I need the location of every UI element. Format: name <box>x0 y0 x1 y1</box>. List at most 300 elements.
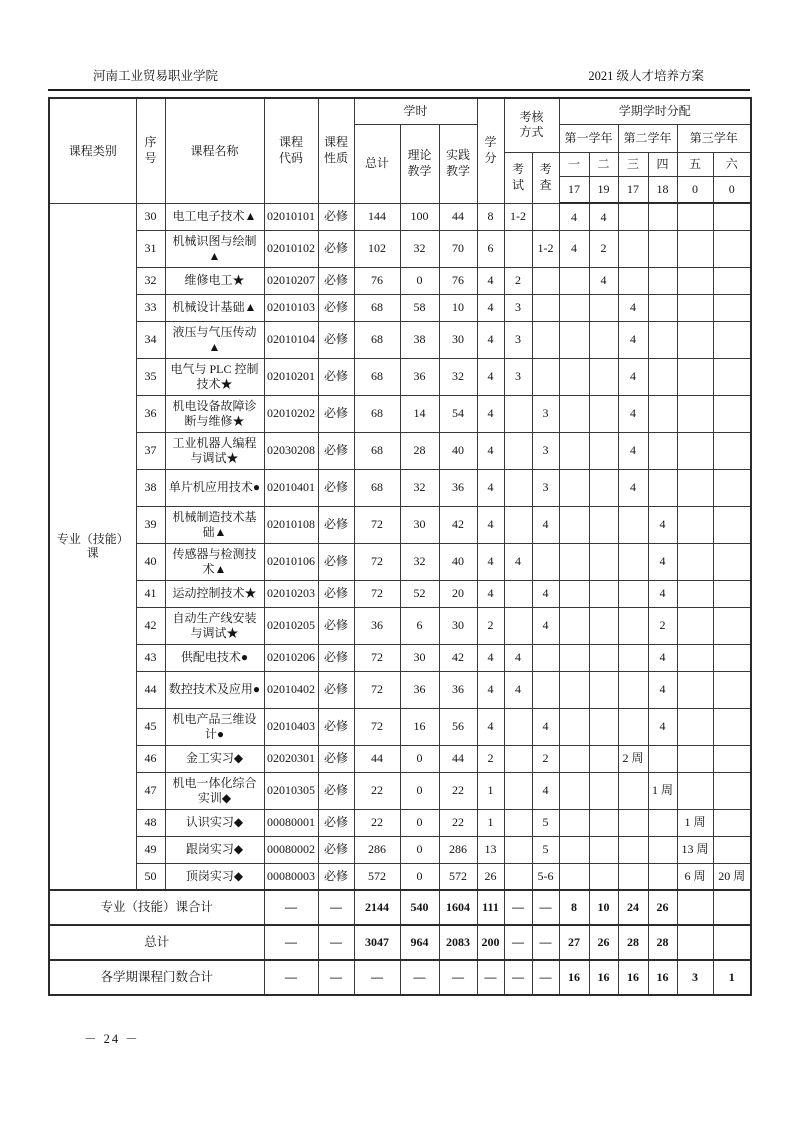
check-semester: 3 <box>532 395 559 432</box>
col-header-practice-label: 实践教学 <box>445 147 470 178</box>
sem-hours-2 <box>589 580 618 607</box>
check-semester: 3 <box>532 469 559 506</box>
summary-sem-6 <box>713 890 751 925</box>
row-no: 34 <box>136 321 165 358</box>
row-no: 36 <box>136 395 165 432</box>
summary-code: — <box>264 890 318 925</box>
course-code: 02010402 <box>264 671 318 708</box>
sem-hours-4: 1 周 <box>648 772 677 809</box>
course-code: 02010106 <box>264 543 318 580</box>
course-code: 02010205 <box>264 607 318 644</box>
sem-hours-2 <box>589 294 618 321</box>
sem-hours-5 <box>677 203 713 230</box>
sem-hours-5: 13 周 <box>677 836 713 863</box>
sem-hours-4: 4 <box>648 543 677 580</box>
sem-hours-6 <box>713 230 751 267</box>
course-nature: 必修 <box>318 671 354 708</box>
sem-hours-4 <box>648 863 677 890</box>
sem-hours-1 <box>559 469 589 506</box>
col-header-sem-4: 四 <box>648 152 677 176</box>
credit: 1 <box>477 772 504 809</box>
check-semester <box>532 294 559 321</box>
exam-semester <box>504 772 532 809</box>
col-header-sem-2: 二 <box>589 152 618 176</box>
sem-hours-2 <box>589 432 618 469</box>
category-cell: 专业（技能）课 <box>49 203 136 890</box>
check-semester: 5 <box>532 809 559 836</box>
exam-semester <box>504 469 532 506</box>
summary-row <box>49 925 751 960</box>
sem-hours-3 <box>618 863 648 890</box>
course-nature: 必修 <box>318 836 354 863</box>
check-semester: 1-2 <box>532 230 559 267</box>
hours-total: 72 <box>354 506 400 543</box>
credit: 2 <box>477 607 504 644</box>
sem-hours-2: 2 <box>589 230 618 267</box>
summary-theory: 964 <box>400 925 439 960</box>
hours-practice: 42 <box>439 644 477 671</box>
sem-hours-4 <box>648 745 677 772</box>
sem-hours-6 <box>713 607 751 644</box>
col-header-no-label: 序号 <box>144 135 157 165</box>
col-header-assessment-label: 考核方式 <box>519 109 544 140</box>
course-table-body <box>49 203 751 995</box>
row-no: 42 <box>136 607 165 644</box>
sem-hours-6 <box>713 543 751 580</box>
course-name: 运动控制技术★ <box>165 580 264 607</box>
sem-hours-1: 4 <box>559 230 589 267</box>
col-header-exam-label: 考试 <box>511 161 524 192</box>
hours-practice: 44 <box>439 203 477 230</box>
col-header-total-label: 总计 <box>364 155 389 170</box>
summary-check: — <box>532 960 559 995</box>
summary-sem-1: 27 <box>559 925 589 960</box>
check-semester <box>532 644 559 671</box>
exam-semester <box>504 836 532 863</box>
hours-total: 68 <box>354 395 400 432</box>
sem-hours-4 <box>648 321 677 358</box>
check-semester: 4 <box>532 607 559 644</box>
sem-hours-2 <box>589 836 618 863</box>
sem-hours-3 <box>618 772 648 809</box>
col-header-nature-label: 课程性质 <box>323 135 348 165</box>
col-header-code-label: 课程代码 <box>278 135 303 165</box>
col-header-code <box>264 98 318 203</box>
sem-hours-6 <box>713 745 751 772</box>
check-semester: 4 <box>532 772 559 809</box>
sem-hours-4 <box>648 469 677 506</box>
sem-hours-6 <box>713 506 751 543</box>
course-row <box>49 321 751 358</box>
hours-total: 72 <box>354 580 400 607</box>
sem-hours-6 <box>713 469 751 506</box>
sem-weeks-6: 0 <box>713 176 751 203</box>
hours-theory: 32 <box>400 543 439 580</box>
hours-total: 72 <box>354 543 400 580</box>
row-no: 38 <box>136 469 165 506</box>
row-no: 41 <box>136 580 165 607</box>
hours-practice: 10 <box>439 294 477 321</box>
course-row <box>49 836 751 863</box>
hours-theory: 0 <box>400 863 439 890</box>
course-row <box>49 644 751 671</box>
summary-label: 专业（技能）课合计 <box>49 890 264 925</box>
sem-hours-3 <box>618 230 648 267</box>
col-header-sem-3: 三 <box>618 152 648 176</box>
row-no: 48 <box>136 809 165 836</box>
hours-practice: 70 <box>439 230 477 267</box>
hours-theory: 0 <box>400 745 439 772</box>
hours-theory: 38 <box>400 321 439 358</box>
hours-practice: 42 <box>439 506 477 543</box>
hours-practice: 30 <box>439 607 477 644</box>
sem-hours-3 <box>618 809 648 836</box>
summary-nature: — <box>318 925 354 960</box>
sem-hours-1 <box>559 772 589 809</box>
sem-hours-5 <box>677 294 713 321</box>
sem-hours-2 <box>589 469 618 506</box>
row-no: 39 <box>136 506 165 543</box>
sem-hours-1: 4 <box>559 203 589 230</box>
summary-exam: — <box>504 925 532 960</box>
sem-hours-4 <box>648 358 677 395</box>
col-header-semester-alloc: 学期学时分配 <box>559 98 751 124</box>
course-nature: 必修 <box>318 772 354 809</box>
sem-hours-4 <box>648 432 677 469</box>
summary-practice: 1604 <box>439 890 477 925</box>
credit: 4 <box>477 708 504 745</box>
check-semester <box>532 321 559 358</box>
hours-total: 102 <box>354 230 400 267</box>
course-row <box>49 294 751 321</box>
exam-semester <box>504 745 532 772</box>
sem-hours-3: 2 周 <box>618 745 648 772</box>
hours-theory: 28 <box>400 432 439 469</box>
course-code: 02010201 <box>264 358 318 395</box>
summary-sem-2: 26 <box>589 925 618 960</box>
sem-hours-1 <box>559 671 589 708</box>
summary-nature: — <box>318 890 354 925</box>
summary-exam: — <box>504 960 532 995</box>
check-semester: 2 <box>532 745 559 772</box>
sem-hours-3: 4 <box>618 432 648 469</box>
sem-hours-5 <box>677 432 713 469</box>
sem-hours-2 <box>589 772 618 809</box>
row-no: 44 <box>136 671 165 708</box>
sem-hours-2 <box>589 395 618 432</box>
course-nature: 必修 <box>318 745 354 772</box>
exam-semester <box>504 432 532 469</box>
hours-practice: 54 <box>439 395 477 432</box>
sem-hours-2 <box>589 607 618 644</box>
hours-total: 76 <box>354 267 400 294</box>
course-nature: 必修 <box>318 543 354 580</box>
course-name: 供配电技术● <box>165 644 264 671</box>
course-code: 00080001 <box>264 809 318 836</box>
summary-credit: 111 <box>477 890 504 925</box>
school-name: 河南工业贸易职业学院 <box>93 69 219 83</box>
course-nature: 必修 <box>318 469 354 506</box>
hours-theory: 32 <box>400 469 439 506</box>
sem-hours-3: 4 <box>618 358 648 395</box>
course-row <box>49 358 751 395</box>
sem-hours-4 <box>648 203 677 230</box>
course-code: 02010305 <box>264 772 318 809</box>
row-no: 47 <box>136 772 165 809</box>
credit: 2 <box>477 745 504 772</box>
exam-semester <box>504 230 532 267</box>
col-header-practice <box>439 124 477 203</box>
hours-total: 72 <box>354 644 400 671</box>
sem-hours-4: 4 <box>648 580 677 607</box>
course-row <box>49 432 751 469</box>
col-header-credit <box>477 98 504 203</box>
curriculum-table <box>48 97 752 996</box>
sem-hours-5 <box>677 671 713 708</box>
course-row <box>49 671 751 708</box>
course-row <box>49 506 751 543</box>
summary-label: 各学期课程门数合计 <box>49 960 264 995</box>
course-nature: 必修 <box>318 607 354 644</box>
sem-hours-3: 4 <box>618 321 648 358</box>
hours-theory: 52 <box>400 580 439 607</box>
credit: 4 <box>477 358 504 395</box>
credit: 4 <box>477 395 504 432</box>
sem-hours-1 <box>559 432 589 469</box>
course-nature: 必修 <box>318 644 354 671</box>
exam-semester <box>504 506 532 543</box>
sem-hours-3 <box>618 267 648 294</box>
exam-semester: 1-2 <box>504 203 532 230</box>
credit: 4 <box>477 644 504 671</box>
sem-hours-5 <box>677 644 713 671</box>
course-nature: 必修 <box>318 294 354 321</box>
sem-hours-6 <box>713 432 751 469</box>
course-name: 机械设计基础▲ <box>165 294 264 321</box>
hours-theory: 32 <box>400 230 439 267</box>
sem-hours-2 <box>589 809 618 836</box>
row-no: 50 <box>136 863 165 890</box>
sem-hours-2 <box>589 506 618 543</box>
summary-practice: — <box>439 960 477 995</box>
course-nature: 必修 <box>318 395 354 432</box>
check-semester: 4 <box>532 580 559 607</box>
sem-hours-4: 4 <box>648 671 677 708</box>
check-semester: 5-6 <box>532 863 559 890</box>
hours-practice: 286 <box>439 836 477 863</box>
course-nature: 必修 <box>318 321 354 358</box>
credit: 6 <box>477 230 504 267</box>
credit: 4 <box>477 469 504 506</box>
course-code: 02010101 <box>264 203 318 230</box>
summary-theory: — <box>400 960 439 995</box>
sem-hours-5 <box>677 506 713 543</box>
course-row <box>49 469 751 506</box>
credit: 4 <box>477 294 504 321</box>
sem-hours-1 <box>559 863 589 890</box>
hours-theory: 30 <box>400 644 439 671</box>
course-row <box>49 708 751 745</box>
hours-theory: 14 <box>400 395 439 432</box>
hours-total: 68 <box>354 432 400 469</box>
sem-hours-2 <box>589 863 618 890</box>
program-title: 2021 级人才培养方案 <box>588 69 704 83</box>
hours-total: 22 <box>354 772 400 809</box>
sem-hours-3: 4 <box>618 469 648 506</box>
summary-theory: 540 <box>400 890 439 925</box>
sem-hours-6 <box>713 708 751 745</box>
course-name: 机电产品三维设计● <box>165 708 264 745</box>
hours-practice: 30 <box>439 321 477 358</box>
course-row <box>49 809 751 836</box>
hours-theory: 36 <box>400 671 439 708</box>
check-semester: 5 <box>532 836 559 863</box>
course-name: 数控技术及应用● <box>165 671 264 708</box>
hours-total: 144 <box>354 203 400 230</box>
course-row <box>49 607 751 644</box>
sem-weeks-2: 19 <box>589 176 618 203</box>
course-row <box>49 745 751 772</box>
col-header-hours: 学时 <box>354 98 477 124</box>
hours-practice: 32 <box>439 358 477 395</box>
sem-weeks-1: 17 <box>559 176 589 203</box>
sem-hours-1 <box>559 358 589 395</box>
sem-hours-5 <box>677 267 713 294</box>
sem-hours-6: 20 周 <box>713 863 751 890</box>
course-code: 02010401 <box>264 469 318 506</box>
summary-practice: 2083 <box>439 925 477 960</box>
credit: 26 <box>477 863 504 890</box>
sem-hours-4 <box>648 230 677 267</box>
summary-total: — <box>354 960 400 995</box>
check-semester: 4 <box>532 708 559 745</box>
course-row <box>49 230 751 267</box>
sem-hours-1 <box>559 809 589 836</box>
summary-nature: — <box>318 960 354 995</box>
check-semester <box>532 671 559 708</box>
sem-hours-3: 4 <box>618 395 648 432</box>
hours-total: 68 <box>354 294 400 321</box>
summary-sem-2: 10 <box>589 890 618 925</box>
sem-hours-4: 4 <box>648 506 677 543</box>
row-no: 33 <box>136 294 165 321</box>
row-no: 35 <box>136 358 165 395</box>
hours-total: 68 <box>354 469 400 506</box>
exam-semester: 4 <box>504 644 532 671</box>
sem-hours-5 <box>677 358 713 395</box>
col-header-sem-6: 六 <box>713 152 751 176</box>
sem-hours-5 <box>677 745 713 772</box>
hours-practice: 22 <box>439 809 477 836</box>
course-row <box>49 863 751 890</box>
sem-hours-6 <box>713 580 751 607</box>
summary-code: — <box>264 925 318 960</box>
summary-sem-4: 16 <box>648 960 677 995</box>
sem-hours-2 <box>589 671 618 708</box>
hours-theory: 100 <box>400 203 439 230</box>
sem-hours-5: 6 周 <box>677 863 713 890</box>
sem-hours-5 <box>677 708 713 745</box>
col-header-theory-label: 理论教学 <box>407 147 432 178</box>
sem-hours-2: 4 <box>589 203 618 230</box>
col-header-exam <box>504 152 532 203</box>
course-name: 机械识图与绘制▲ <box>165 230 264 267</box>
course-nature: 必修 <box>318 230 354 267</box>
summary-sem-3: 28 <box>618 925 648 960</box>
course-nature: 必修 <box>318 267 354 294</box>
sem-hours-4 <box>648 809 677 836</box>
hours-practice: 572 <box>439 863 477 890</box>
sem-hours-5 <box>677 469 713 506</box>
sem-hours-2 <box>589 543 618 580</box>
hours-theory: 0 <box>400 267 439 294</box>
sem-hours-5 <box>677 395 713 432</box>
exam-semester <box>504 863 532 890</box>
hours-practice: 40 <box>439 543 477 580</box>
course-name: 液压与气压传动▲ <box>165 321 264 358</box>
course-row <box>49 543 751 580</box>
course-nature: 必修 <box>318 432 354 469</box>
credit: 8 <box>477 203 504 230</box>
summary-credit: — <box>477 960 504 995</box>
page-number: － 24 － <box>84 1032 140 1046</box>
check-semester <box>532 267 559 294</box>
exam-semester <box>504 395 532 432</box>
hours-total: 286 <box>354 836 400 863</box>
col-header-sem-1: 一 <box>559 152 589 176</box>
hours-theory: 58 <box>400 294 439 321</box>
col-header-total <box>354 124 400 203</box>
course-name: 认识实习◆ <box>165 809 264 836</box>
sem-hours-4: 2 <box>648 607 677 644</box>
row-no: 49 <box>136 836 165 863</box>
sem-hours-3 <box>618 203 648 230</box>
summary-sem-5: 3 <box>677 960 713 995</box>
check-semester: 3 <box>532 432 559 469</box>
course-code: 02010206 <box>264 644 318 671</box>
sem-hours-5 <box>677 580 713 607</box>
course-row <box>49 395 751 432</box>
hours-total: 44 <box>354 745 400 772</box>
row-no: 31 <box>136 230 165 267</box>
col-header-assessment <box>504 98 559 152</box>
hours-practice: 36 <box>439 469 477 506</box>
sem-hours-3: 4 <box>618 294 648 321</box>
summary-sem-4: 28 <box>648 925 677 960</box>
summary-sem-6 <box>713 925 751 960</box>
course-row <box>49 203 751 230</box>
course-nature: 必修 <box>318 358 354 395</box>
exam-semester <box>504 607 532 644</box>
summary-row <box>49 890 751 925</box>
exam-semester: 4 <box>504 671 532 708</box>
col-header-name: 课程名称 <box>165 98 264 203</box>
course-name: 机械制造技术基础▲ <box>165 506 264 543</box>
sem-hours-2 <box>589 644 618 671</box>
hours-total: 36 <box>354 607 400 644</box>
sem-hours-4: 4 <box>648 708 677 745</box>
running-head <box>48 66 750 91</box>
course-nature: 必修 <box>318 506 354 543</box>
sem-hours-3 <box>618 708 648 745</box>
hours-theory: 30 <box>400 506 439 543</box>
credit: 1 <box>477 809 504 836</box>
course-code: 02010102 <box>264 230 318 267</box>
hours-theory: 36 <box>400 358 439 395</box>
sem-hours-6 <box>713 294 751 321</box>
col-header-nature <box>318 98 354 203</box>
course-name: 电气与 PLC 控制技术★ <box>165 358 264 395</box>
